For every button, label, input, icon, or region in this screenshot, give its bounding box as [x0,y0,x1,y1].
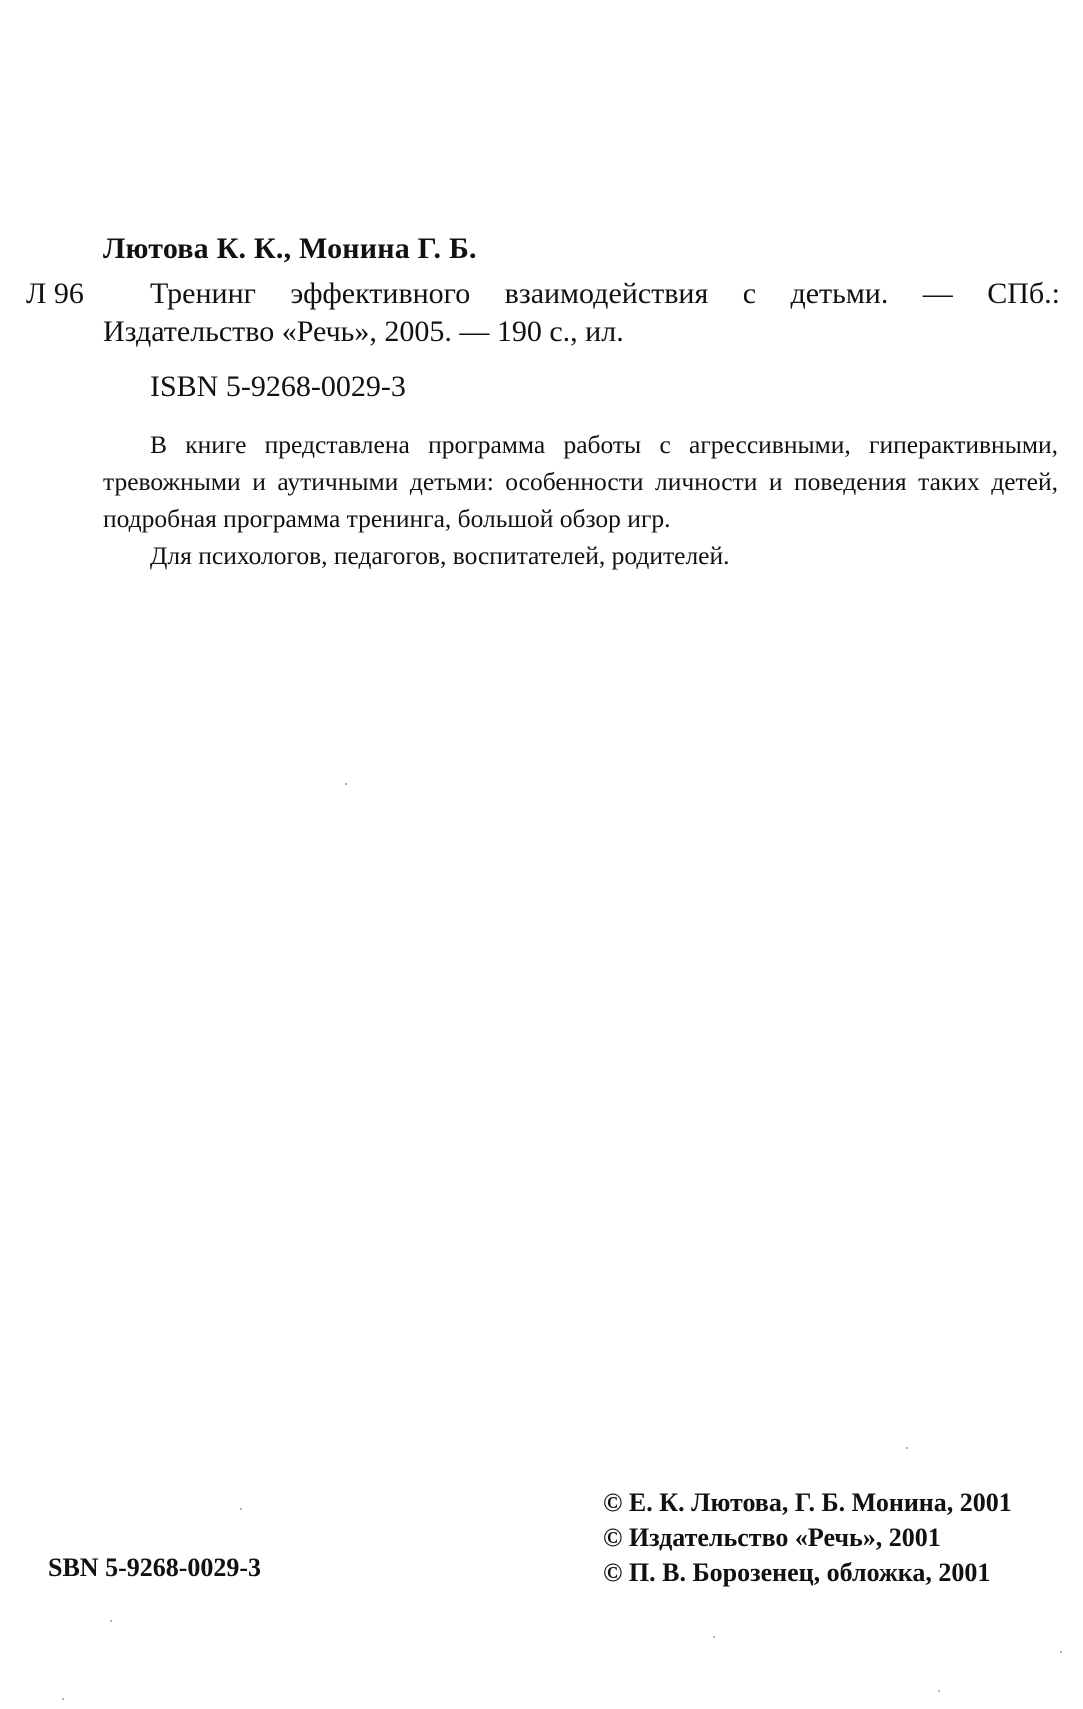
copyright-authors: © Е. К. Лютова, Г. Б. Монина, 2001 [603,1488,1012,1517]
isbn-main: ISBN 5-9268-0029-3 [150,370,406,403]
scan-speck [240,1508,242,1510]
book-title-line: Тренинг эффективного взаимодействия с детьми. — СПб.: [150,277,1060,310]
isbn-bottom: SBN 5-9268-0029-3 [48,1553,262,1582]
scan-speck [62,1698,64,1700]
imprint-line: Издательство «Речь», 2005. — 190 с., ил. [103,315,624,348]
library-code: Л 96 [26,277,84,310]
authors-line: Лютова К. К., Монина Г. Б. [103,232,477,265]
scan-speck [110,1620,112,1622]
scan-speck [713,1636,715,1638]
scan-speck [938,1690,940,1692]
annotation-paragraph-description: В книге представлена программа работы с агрессивными, гиперактивными, тревожными и аутичными детьми: особенности личности и поведения таких детей, подробная программа тренинга, большой обзор игр. [103,430,1058,533]
copyright-cover: © П. В. Борозенец, обложка, 2001 [603,1558,991,1587]
annotation [103,426,1058,574]
scan-speck [345,783,347,785]
scan-speck [906,1447,908,1449]
copyright-block [603,1485,1012,1590]
scan-speck [1060,1651,1062,1653]
copyright-publisher: © Издательство «Речь», 2001 [603,1523,941,1552]
annotation-paragraph-audience: Для психологов, педагогов, воспитателей, родителей. [150,541,730,570]
